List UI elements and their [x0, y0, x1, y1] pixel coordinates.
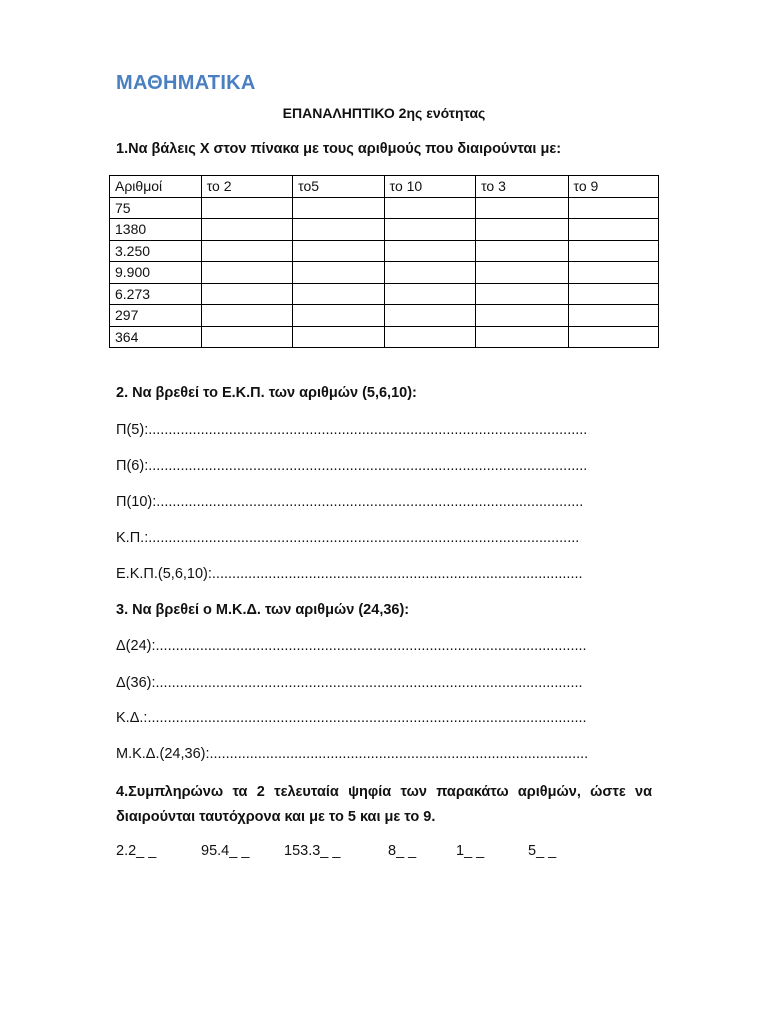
answer-line: Κ.Π.:...........................................................................................................	[116, 530, 580, 546]
answer-cell[interactable]	[293, 283, 385, 305]
question-4-prompt: 4.Συμπληρώνω τα 2 τελευταία ψηφία των παρακάτω αριθμών, ώστε να διαιρούνται ταυτόχρονα και με το 5 και με το 9.	[116, 784, 652, 825]
answer-cell[interactable]	[476, 219, 568, 241]
number-cell: 297	[110, 305, 202, 327]
column-header: το 2	[201, 176, 292, 198]
fill-in-number: 1_ _	[456, 843, 485, 859]
answer-cell[interactable]	[568, 283, 658, 305]
question-3-prompt: 3. Να βρεθεί ο Μ.Κ.Δ. των αριθμών (24,36):	[116, 602, 410, 618]
answer-cell[interactable]	[476, 305, 568, 327]
answer-cell[interactable]	[384, 326, 475, 348]
answer-cell[interactable]	[476, 240, 568, 262]
fill-in-number: 153.3_ _	[284, 843, 341, 859]
column-header: το 3	[476, 176, 568, 198]
answer-cell[interactable]	[384, 283, 475, 305]
answer-line: Δ(36):..........................................................................................................	[116, 675, 583, 691]
answer-cell[interactable]	[384, 219, 475, 241]
number-cell: 75	[110, 197, 202, 219]
number-cell: 1380	[110, 219, 202, 241]
answer-cell[interactable]	[384, 262, 475, 284]
fill-in-number: 2.2_ _	[116, 843, 157, 859]
answer-line: Π(6):.............................................................................................................	[116, 458, 588, 474]
question-2-prompt: 2. Να βρεθεί το Ε.Κ.Π. των αριθμών (5,6,10):	[116, 385, 417, 401]
page-title: ΜΑΘΗΜΑΤΙΚΑ	[116, 72, 256, 94]
answer-cell[interactable]	[476, 283, 568, 305]
column-header: Αριθμοί	[110, 176, 202, 198]
answer-cell[interactable]	[201, 240, 292, 262]
table-row	[110, 262, 659, 284]
answer-cell[interactable]	[201, 219, 292, 241]
answer-cell[interactable]	[476, 326, 568, 348]
answer-cell[interactable]	[384, 305, 475, 327]
answer-cell[interactable]	[201, 305, 292, 327]
answer-cell[interactable]	[476, 262, 568, 284]
answer-cell[interactable]	[568, 240, 658, 262]
answer-cell[interactable]	[201, 326, 292, 348]
answer-cell[interactable]	[293, 305, 385, 327]
answer-cell[interactable]	[201, 197, 292, 219]
answer-cell[interactable]	[568, 305, 658, 327]
table-row	[110, 240, 659, 262]
fill-in-number: 8_ _	[388, 843, 417, 859]
answer-cell[interactable]	[476, 197, 568, 219]
answer-cell[interactable]	[201, 262, 292, 284]
table-row	[110, 219, 659, 241]
number-cell: 6.273	[110, 283, 202, 305]
answer-cell[interactable]	[293, 326, 385, 348]
table-row	[110, 326, 659, 348]
answer-cell[interactable]	[201, 283, 292, 305]
answer-cell[interactable]	[293, 219, 385, 241]
column-header: το 9	[568, 176, 658, 198]
page-subtitle: ΕΠΑΝΑΛΗΠΤΙΚΟ 2ης ενότητας	[282, 105, 486, 121]
fill-in-number: 95.4_ _	[201, 843, 250, 859]
answer-line: Δ(24):...........................................................................................................	[116, 638, 587, 654]
answer-line: Ε.Κ.Π.(5,6,10):............................................................................................	[116, 566, 583, 582]
answer-cell[interactable]	[568, 262, 658, 284]
table-row	[110, 305, 659, 327]
answer-cell[interactable]	[568, 326, 658, 348]
number-cell: 3.250	[110, 240, 202, 262]
answer-line: Π(10):..........................................................................................................	[116, 494, 584, 510]
answer-cell[interactable]	[293, 197, 385, 219]
divisibility-table	[109, 175, 659, 348]
answer-cell[interactable]	[293, 262, 385, 284]
number-cell: 9.900	[110, 262, 202, 284]
answer-cell[interactable]	[384, 197, 475, 219]
answer-line: Κ.Δ.:.............................................................................................................	[116, 710, 587, 726]
table-row	[110, 197, 659, 219]
answer-cell[interactable]	[293, 240, 385, 262]
question-1-prompt: 1.Να βάλεις Χ στον πίνακα με τους αριθμούς που διαιρούνται με:	[116, 141, 562, 157]
table-header-row	[110, 176, 659, 198]
answer-line: Μ.Κ.Δ.(24,36):..............................................................................................	[116, 746, 589, 762]
table-row	[110, 283, 659, 305]
answer-cell[interactable]	[568, 197, 658, 219]
answer-cell[interactable]	[384, 240, 475, 262]
column-header: το5	[293, 176, 385, 198]
column-header: το 10	[384, 176, 475, 198]
fill-in-number: 5_ _	[528, 843, 557, 859]
answer-line: Π(5):.............................................................................................................	[116, 422, 588, 438]
answer-cell[interactable]	[568, 219, 658, 241]
number-cell: 364	[110, 326, 202, 348]
